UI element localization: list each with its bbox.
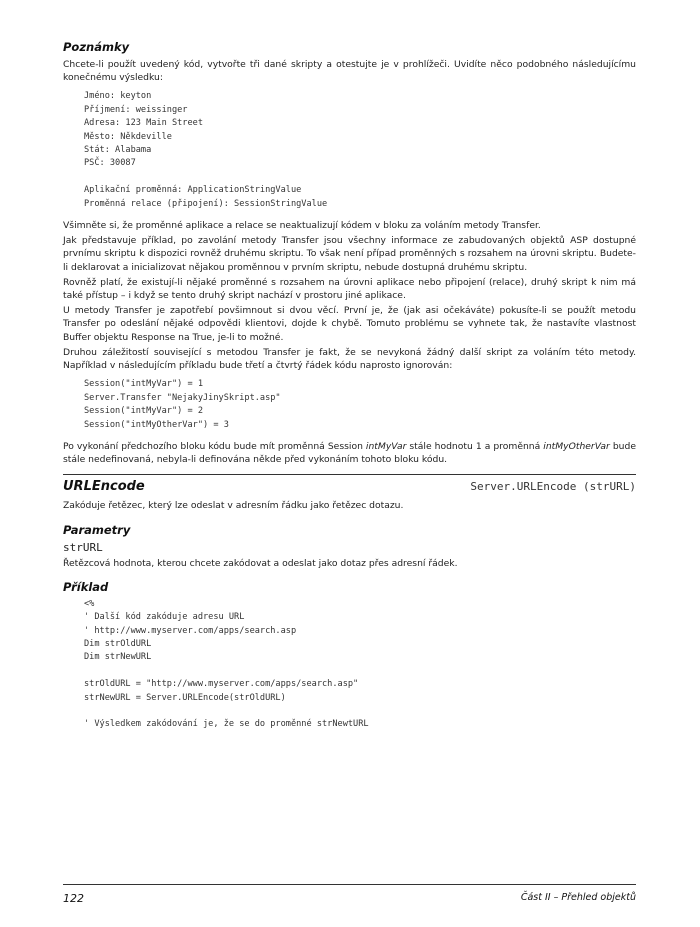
section-description: Zakóduje řetězec, který lze odeslat v adresním řádku jako řetězec dotazu.	[63, 500, 404, 512]
page-content	[63, 40, 636, 740]
section-title: URLEncode	[63, 479, 145, 495]
notes-heading: Poznámky	[63, 40, 130, 54]
var-intmyothervar: intMyOtherVar	[543, 440, 610, 452]
page-number: 122	[63, 892, 84, 905]
paragraph-1: Všimněte si, že proměnné aplikace a relace se neaktualizují kódem v bloku za voláním metody Transfer.	[63, 220, 541, 232]
session-code-block: Session("intMyVar") = 1 Server.Transfer "NejakyJinySkript.asp" Session("intMyVar") = 2 Session("intMyOtherVar") = 3	[84, 379, 281, 430]
notes-intro: Chcete-li použít uvedený kód, vytvořte tři dané skripty a otestujte je v prohlížeči. Uvidíte něco podobného následujícímu konečnému výsledku:	[63, 59, 636, 84]
paragraph-3: Rovněž platí, že existují-li nějaké proměnné s rozsahem na úrovni aplikace nebo připojení (relace), druhý skript k nim má také přístup – i když se tento druhý skript nachází v prostoru jiné aplikace.	[63, 276, 636, 302]
example-code-block: <% ' Další kód zakóduje adresu URL ' http://www.myserver.com/apps/search.asp Dim strOldURL Dim strNewURL strOldURL = "http://www.myserver.com/apps/search.asp" strNewURL = Server.URLEncode(strOldURL) ' Výsledkem zakódování je, že se do proměnné strNewtURL	[84, 598, 369, 730]
section-header	[63, 474, 636, 499]
example-heading: Příklad	[63, 579, 109, 594]
paragraph-6-part-c: bude stále nedefinovaná, nebyla-li definována někde před vykonáním tohoto bloku kódu.	[63, 440, 636, 466]
output-code-block: Jméno: keyton Příjmení: weissinger Adresa: 123 Main Street Město: Někdeville Stát: Alabama PSČ: 30087 Aplikační proměnná: ApplicationStringValue Proměnná relace (připojení): SessionStringValue	[84, 91, 328, 209]
parameters-heading: Parametry	[63, 522, 131, 537]
paragraph-2: Jak představuje příklad, po zavolání metody Transfer jsou všechny informace ze zabudovaných objektů ASP dostupné prvnímu skriptu k dispozici rovněž druhému skriptu. To však není případ proměnných s rozsahem na úrovni skriptu. Budete-li deklarovat a inicializovat nějakou proměnnou v prvním skriptu, nebude dostupná druhému skriptu.	[63, 235, 636, 273]
parameter-description: Řetězcová hodnota, kterou chcete zakódovat a odeslat jako dotaz přes adresní řádek.	[63, 557, 458, 569]
paragraph-6	[63, 440, 636, 466]
paragraph-6-part-b: stále hodnotu 1 a proměnná	[406, 440, 544, 452]
page-footer	[63, 884, 636, 905]
parameter-name: strURL	[63, 540, 103, 554]
var-intmyvar: intMyVar	[365, 440, 407, 452]
paragraph-4: U metody Transfer je zapotřebí povšimnout si dvou věcí. První je, že (jak asi očekáváte) pokusíte-li se použít metodu Transfer po odeslání nějaké odpovědi klientovi, dojde k chybě. Tomuto problému se vyhnete tak, že nastavíte vlastnost Buffer objektu Response na True, je-li to možné.	[63, 305, 636, 343]
paragraph-5: Druhou záležitostí související s metodou Transfer je fakt, že se nevykoná žádný další skript za voláním této metody. Například v následujícím příkladu bude třetí a čtvrtý řádek kódu naprosto ignorován:	[63, 346, 636, 372]
paragraph-6-part-a: Po vykonání předchozího bloku kódu bude mít proměnná Session	[63, 440, 366, 452]
running-title: Část II – Přehled objektů	[520, 892, 636, 903]
section-syntax: Server.URLEncode (strURL)	[470, 480, 636, 494]
